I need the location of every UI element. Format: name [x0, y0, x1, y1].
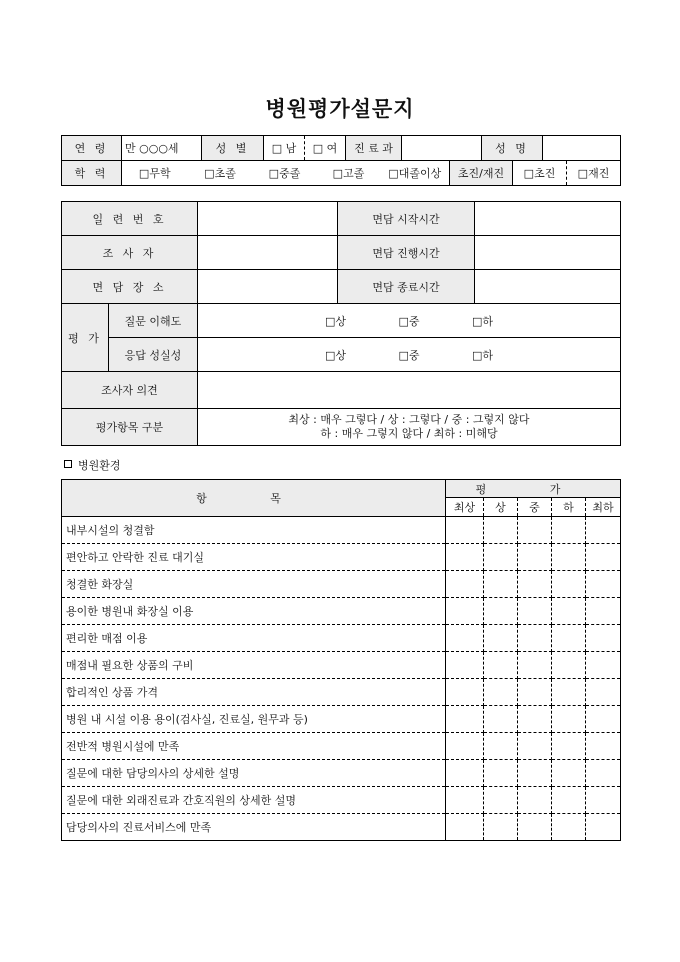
interview-place-field[interactable]: [198, 270, 338, 304]
rating-cell-중[interactable]: [518, 571, 552, 598]
item-label: 질문에 대한 담당의사의 상세한 설명: [62, 760, 446, 787]
rating-cell-상[interactable]: [484, 517, 518, 544]
education-option-middle[interactable]: □중졸: [253, 161, 317, 186]
progress-time-field[interactable]: [475, 236, 621, 270]
rating-cell-중[interactable]: [518, 544, 552, 571]
rating-cell-최하[interactable]: [586, 517, 621, 544]
education-option-college[interactable]: □대졸이상: [381, 161, 450, 186]
education-row-table: [61, 160, 621, 186]
rating-header-good: 상: [484, 498, 518, 517]
interview-info-table: [61, 201, 621, 446]
rating-cell-하[interactable]: [552, 787, 586, 814]
table-row: [62, 814, 621, 841]
age-field[interactable]: 만 ○○○세: [122, 136, 202, 161]
rating-cell-하[interactable]: [552, 760, 586, 787]
rating-cell-최상[interactable]: [446, 598, 484, 625]
rating-cell-상[interactable]: [484, 625, 518, 652]
understanding-label: 질문 이해도: [109, 304, 198, 338]
rating-cell-최상[interactable]: [446, 814, 484, 841]
table-row: [62, 571, 621, 598]
rating-cell-최하[interactable]: [586, 679, 621, 706]
sincerity-label: 응답 성실성: [109, 338, 198, 372]
rating-cell-최하[interactable]: [586, 760, 621, 787]
item-label: 용이한 병원내 화장실 이용: [62, 598, 446, 625]
rating-cell-최하[interactable]: [586, 733, 621, 760]
rating-cell-상[interactable]: [484, 760, 518, 787]
end-time-label: 면담 종료시간: [338, 270, 475, 304]
rating-cell-중[interactable]: [518, 787, 552, 814]
end-time-field[interactable]: [475, 270, 621, 304]
rating-cell-상[interactable]: [484, 679, 518, 706]
rating-cell-중[interactable]: [518, 652, 552, 679]
gender-male-checkbox[interactable]: □ 남: [264, 136, 305, 161]
name-field[interactable]: [543, 136, 621, 161]
education-option-high[interactable]: □고졸: [317, 161, 381, 186]
table-row: [62, 679, 621, 706]
item-label: 병원 내 시설 이용 용이(검사실, 진료실, 원무과 등): [62, 706, 446, 733]
rating-cell-중[interactable]: [518, 598, 552, 625]
surveyor-field[interactable]: [198, 236, 338, 270]
gender-female-checkbox[interactable]: □ 여: [305, 136, 346, 161]
rating-cell-중[interactable]: [518, 625, 552, 652]
rating-cell-하[interactable]: [552, 679, 586, 706]
understanding-options: [198, 304, 621, 338]
rating-cell-중[interactable]: [518, 517, 552, 544]
rating-cell-최상[interactable]: [446, 733, 484, 760]
progress-time-label: 면담 진행시간: [338, 236, 475, 270]
category-legend-line1: 최상 : 매우 그렇다 / 상 : 그렇다 / 중 : 그렇지 않다: [288, 413, 530, 426]
rating-header-best: 최상: [446, 498, 484, 517]
education-option-elementary[interactable]: □초졸: [188, 161, 253, 186]
rating-header-worst: 최하: [586, 498, 621, 517]
item-label: 청결한 화장실: [62, 571, 446, 598]
rating-cell-하[interactable]: [552, 652, 586, 679]
surveyor-opinion-label: 조사자 의견: [62, 372, 198, 409]
rating-cell-하[interactable]: [552, 571, 586, 598]
visit-revisit-checkbox[interactable]: □재진: [567, 161, 621, 186]
rating-cell-최하[interactable]: [586, 625, 621, 652]
rating-cell-최하[interactable]: [586, 544, 621, 571]
rating-header-mid: 중: [518, 498, 552, 517]
category-label: 평가항목 구분: [62, 409, 198, 446]
rating-header-low: 하: [552, 498, 586, 517]
eval-header: 평 가: [446, 480, 621, 498]
sincerity-mid-checkbox[interactable]: □중: [398, 348, 420, 362]
rating-cell-중[interactable]: [518, 760, 552, 787]
rating-cell-최상[interactable]: [446, 571, 484, 598]
rating-cell-하[interactable]: [552, 706, 586, 733]
category-legend-line2: 하 : 매우 그렇지 않다 / 최하 : 미해당: [320, 427, 498, 440]
rating-cell-상[interactable]: [484, 544, 518, 571]
item-label: 합리적인 상품 가격: [62, 679, 446, 706]
sincerity-options: [198, 338, 621, 372]
serial-number-label: 일 련 번 호: [62, 202, 198, 236]
table-row: [62, 598, 621, 625]
education-option-none[interactable]: □무학: [122, 161, 188, 186]
item-label: 내부시설의 청결함: [62, 517, 446, 544]
evaluation-label: 평 가: [62, 304, 109, 372]
department-label: 진 료 과: [346, 136, 402, 161]
table-row: [62, 760, 621, 787]
interview-place-label: 면 담 장 소: [62, 270, 198, 304]
square-bullet-icon: [64, 460, 72, 468]
item-label: 질문에 대한 외래진료과 간호직원의 상세한 설명: [62, 787, 446, 814]
item-label: 편리한 매점 이용: [62, 625, 446, 652]
department-field[interactable]: [402, 136, 482, 161]
start-time-label: 면담 시작시간: [338, 202, 475, 236]
item-label: 담당의사의 진료서비스에 만족: [62, 814, 446, 841]
understanding-low-checkbox[interactable]: □하: [471, 314, 494, 328]
rating-cell-상[interactable]: [484, 814, 518, 841]
sincerity-high-checkbox[interactable]: □상: [324, 348, 347, 362]
rating-cell-최상[interactable]: [446, 517, 484, 544]
start-time-field[interactable]: [475, 202, 621, 236]
name-label: 성 명: [482, 136, 543, 161]
rating-cell-중[interactable]: [518, 679, 552, 706]
rating-cell-최하[interactable]: [586, 706, 621, 733]
table-row: [62, 733, 621, 760]
rating-cell-최상[interactable]: [446, 760, 484, 787]
item-header: 항 목: [62, 480, 446, 517]
table-row: [62, 517, 621, 544]
rating-cell-최상[interactable]: [446, 787, 484, 814]
rating-cell-하[interactable]: [552, 517, 586, 544]
table-row: [62, 652, 621, 679]
item-label: 편안하고 안락한 진료 대기실: [62, 544, 446, 571]
rating-cell-하[interactable]: [552, 544, 586, 571]
table-row: [62, 787, 621, 814]
environment-table: [61, 479, 621, 841]
surveyor-label: 조 사 자: [62, 236, 198, 270]
rating-cell-상[interactable]: [484, 706, 518, 733]
page-title: 병원평가설문지: [265, 97, 415, 121]
respondent-info-table: [61, 135, 621, 161]
item-label: 매점내 필요한 상품의 구비: [62, 652, 446, 679]
rating-cell-상[interactable]: [484, 733, 518, 760]
surveyor-opinion-field[interactable]: [198, 372, 621, 409]
rating-cell-최하[interactable]: [586, 652, 621, 679]
rating-cell-상[interactable]: [484, 787, 518, 814]
rating-cell-최하[interactable]: [586, 814, 621, 841]
sincerity-low-checkbox[interactable]: □하: [471, 348, 494, 362]
understanding-high-checkbox[interactable]: □상: [324, 314, 347, 328]
visit-type-label: 초진/재진: [450, 161, 513, 186]
rating-cell-상[interactable]: [484, 652, 518, 679]
section-heading: [64, 457, 121, 473]
table-row: [62, 544, 621, 571]
section-title: 병원환경: [78, 459, 121, 472]
understanding-mid-checkbox[interactable]: □중: [398, 314, 420, 328]
item-label: 전반적 병원시설에 만족: [62, 733, 446, 760]
education-label: 학 력: [62, 161, 122, 186]
rating-cell-중[interactable]: [518, 733, 552, 760]
serial-number-field[interactable]: [198, 202, 338, 236]
rating-cell-상[interactable]: [484, 598, 518, 625]
rating-cell-최하[interactable]: [586, 598, 621, 625]
rating-cell-최상[interactable]: [446, 679, 484, 706]
rating-cell-최상[interactable]: [446, 544, 484, 571]
table-row: [62, 625, 621, 652]
rating-cell-하[interactable]: [552, 814, 586, 841]
category-legend: [198, 409, 621, 446]
rating-cell-하[interactable]: [552, 625, 586, 652]
rating-cell-중[interactable]: [518, 706, 552, 733]
rating-cell-하[interactable]: [552, 733, 586, 760]
rating-cell-중[interactable]: [518, 814, 552, 841]
rating-cell-최하[interactable]: [586, 787, 621, 814]
rating-cell-최상[interactable]: [446, 652, 484, 679]
age-label: 연 령: [62, 136, 122, 161]
visit-first-checkbox[interactable]: □초진: [513, 161, 567, 186]
rating-cell-하[interactable]: [552, 598, 586, 625]
rating-cell-상[interactable]: [484, 571, 518, 598]
rating-cell-최상[interactable]: [446, 625, 484, 652]
table-row: [62, 706, 621, 733]
gender-label: 성 별: [202, 136, 264, 161]
rating-cell-최하[interactable]: [586, 571, 621, 598]
rating-cell-최상[interactable]: [446, 706, 484, 733]
